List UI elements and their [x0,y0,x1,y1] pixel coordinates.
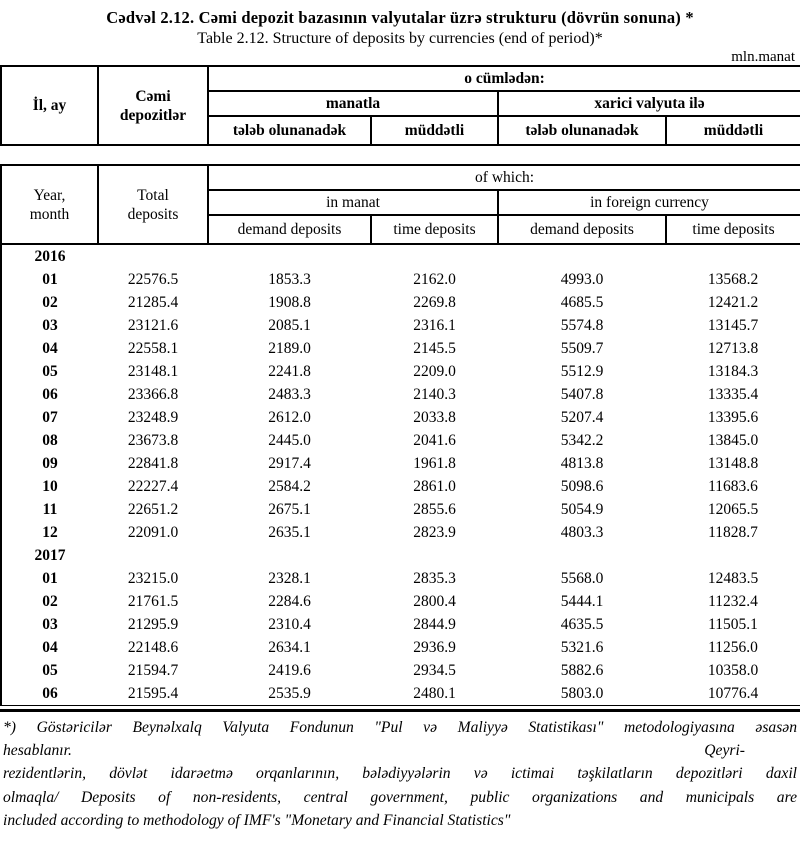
foreign-time-cell: 13845.0 [707,431,759,449]
table-row [1,636,800,659]
foreign-demand-cell: 5407.8 [560,385,604,403]
header-of-which-en: of which: [208,165,800,190]
period-cell: 2016 [34,247,66,265]
foreign-demand-cell: 5568.0 [560,569,604,587]
header-table-en [0,164,800,245]
manat-time-cell: 2145.5 [413,339,456,357]
table-row [1,475,800,498]
foreign-time-cell: 12065.5 [707,500,759,518]
total-deposits-cell [98,245,208,268]
manat-demand-cell: 2917.4 [268,454,311,472]
table-row [1,452,800,475]
foreign-demand-cell: 5098.6 [560,477,604,495]
table-row [1,544,800,567]
foreign-time-cell: 11505.1 [708,615,758,633]
total-deposits-cell: 22558.1 [127,339,179,357]
header-foreign-demand-az: tələb olunanadək [498,116,666,145]
total-deposits-cell: 22148.6 [127,638,179,656]
manat-demand-cell [208,544,371,567]
manat-demand-cell: 2535.9 [268,684,311,702]
header-manat-demand-en: demand deposits [208,215,371,244]
total-deposits-cell: 23148.1 [127,362,179,380]
total-deposits-cell: 21594.7 [127,661,179,679]
period-cell: 03 [42,316,58,334]
header-total-az-text: Cəmi depozitlər [119,87,187,124]
manat-time-cell: 2480.1 [413,684,456,702]
foreign-time-cell: 13335.4 [707,385,759,403]
table-row [1,590,800,613]
footnote-line-1: *) Göstəricilər Beynəlxalq Valyuta Fondunun "Pul və Maliyyə Statistikası" metodologiyasına əsasən [3,719,797,736]
footnote-line-5: included according to methodology of IMF's "Monetary and Financial Statistics" [3,811,511,829]
manat-time-cell: 2936.9 [413,638,456,656]
manat-demand-cell: 2634.1 [268,638,311,656]
manat-time-cell: 2162.0 [413,270,456,288]
period-cell: 11 [42,500,58,518]
total-deposits-cell: 23121.6 [127,316,179,334]
manat-demand-cell: 2445.0 [268,431,311,449]
foreign-time-cell: 13395.6 [707,408,759,426]
manat-time-cell: 2041.6 [413,431,456,449]
table-row [1,291,800,314]
period-cell: 10 [42,477,58,495]
manat-demand-cell: 1853.3 [268,270,311,288]
header-period-en-text: Year, month [29,186,70,223]
table-row [1,682,800,706]
deposits-data-table [0,245,800,706]
table-title-az: Cədvəl 2.12. Cəmi depozit bazasının valyutalar üzrə strukturu (dövrün sonuna) * [106,8,694,27]
manat-time-cell: 2209.0 [413,362,456,380]
total-deposits-cell: 22227.4 [127,477,179,495]
manat-demand-cell: 2189.0 [268,339,311,357]
period-cell: 05 [42,661,58,679]
period-cell: 02 [42,293,58,311]
total-deposits-cell: 22576.5 [127,270,179,288]
period-cell: 04 [42,339,58,357]
manat-demand-cell: 2419.6 [268,661,311,679]
manat-time-cell: 2269.8 [413,293,456,311]
foreign-demand-cell: 4803.3 [560,523,604,541]
foreign-demand-cell [498,544,666,567]
footnote-line-2 [3,739,797,762]
header-manat-demand-az: tələb olunanadək [208,116,371,145]
period-cell: 04 [42,638,58,656]
header-foreign-time-en: time deposits [666,215,800,244]
header-total-az [98,66,208,145]
table-row [1,429,800,452]
total-deposits-cell: 21285.4 [127,293,179,311]
total-deposits-cell: 23366.8 [127,385,179,403]
manat-demand-cell: 2328.1 [268,569,311,587]
manat-demand-cell: 2675.1 [268,500,311,518]
foreign-demand-cell: 5054.9 [560,500,604,518]
manat-time-cell [371,544,498,567]
total-deposits-cell: 22091.0 [127,523,179,541]
total-deposits-cell: 21295.9 [127,615,179,633]
foreign-demand-cell: 5509.7 [560,339,604,357]
table-row [1,245,800,268]
table-row [1,659,800,682]
header-in-manat-en: in manat [208,190,498,215]
period-cell: 05 [42,362,58,380]
manat-time-cell: 2800.4 [413,592,456,610]
foreign-time-cell: 13148.8 [707,454,759,472]
header-period-az: İl, ay [1,66,98,145]
header-in-foreign-en: in foreign currency [498,190,800,215]
period-cell: 07 [42,408,58,426]
footnote [0,712,800,832]
period-cell: 12 [42,523,58,541]
manat-demand-cell: 2635.1 [268,523,311,541]
total-deposits-cell: 22841.8 [127,454,179,472]
manat-demand-cell: 2483.3 [268,385,311,403]
foreign-demand-cell: 4813.8 [560,454,604,472]
table-row [1,314,800,337]
manat-time-cell: 2316.1 [413,316,456,334]
foreign-demand-cell: 5882.6 [560,661,604,679]
manat-time-cell: 2861.0 [413,477,456,495]
table-row [1,337,800,360]
period-cell: 08 [42,431,58,449]
manat-time-cell: 1961.8 [413,454,456,472]
foreign-demand-cell: 5803.0 [560,684,604,702]
header-manat-time-en: time deposits [371,215,498,244]
foreign-time-cell: 11256.0 [708,638,758,656]
foreign-demand-cell: 4685.5 [560,293,604,311]
period-cell: 06 [42,684,58,702]
foreign-time-cell [666,544,800,567]
foreign-demand-cell [498,245,666,268]
total-deposits-cell: 21761.5 [127,592,179,610]
period-cell: 01 [42,270,58,288]
document-page [0,7,800,832]
manat-time-cell: 2140.3 [413,385,456,403]
header-in-foreign-az: xarici valyuta ilə [498,91,800,116]
period-cell: 02 [42,592,58,610]
foreign-time-cell [666,245,800,268]
header-foreign-demand-en: demand deposits [498,215,666,244]
manat-demand-cell: 1908.8 [268,293,311,311]
total-deposits-cell: 23215.0 [127,569,179,587]
manat-time-cell: 2855.6 [413,500,456,518]
foreign-time-cell: 10776.4 [707,684,759,702]
period-cell: 06 [42,385,58,403]
manat-time-cell: 2934.5 [413,661,456,679]
header-of-which-az: o cümlədən: [208,66,800,91]
period-cell: 09 [42,454,58,472]
header-in-manat-az: manatla [208,91,498,116]
manat-demand-cell: 2284.6 [268,592,311,610]
total-deposits-cell: 23673.8 [127,431,179,449]
manat-time-cell: 2844.9 [413,615,456,633]
manat-time-cell: 2835.3 [413,569,456,587]
foreign-time-cell: 12421.2 [707,293,759,311]
header-foreign-time-az: müddətli [666,116,800,145]
foreign-time-cell: 12713.8 [707,339,759,357]
table-row [1,406,800,429]
footnote-line-2-right: Qeyri- [704,742,745,760]
manat-demand-cell: 2612.0 [268,408,311,426]
header-manat-time-az: müddətli [371,116,498,145]
manat-time-cell: 2823.9 [413,523,456,541]
total-deposits-cell: 21595.4 [127,684,179,702]
foreign-time-cell: 11232.4 [708,592,758,610]
foreign-demand-cell: 5444.1 [560,592,604,610]
table-row [1,613,800,636]
unit-label: mln.manat [731,49,795,65]
foreign-demand-cell: 4993.0 [560,270,604,288]
table-row [1,521,800,544]
total-deposits-cell [98,544,208,567]
data-rows [1,245,800,706]
header-separator-band [0,146,800,164]
table-row [1,383,800,406]
foreign-demand-cell: 4635.5 [560,615,604,633]
footnote-line-2-left: hesablanır. [3,742,72,760]
table-title-en: Table 2.12. Structure of deposits by currencies (end of period)* [197,30,603,47]
table-row [1,360,800,383]
header-total-en-text: Total deposits [127,186,179,223]
foreign-demand-cell: 5512.9 [560,362,604,380]
period-cell: 2017 [34,546,66,564]
header-period-en [1,165,98,244]
foreign-demand-cell: 5342.2 [560,431,604,449]
period-cell: 01 [42,569,58,587]
header-table-az [0,65,800,146]
manat-time-cell [371,245,498,268]
foreign-time-cell: 12483.5 [707,569,759,587]
foreign-time-cell: 13568.2 [707,270,759,288]
total-deposits-cell: 23248.9 [127,408,179,426]
footnote-line-4: olmaqla/ Deposits of non-residents, central government, public organizations and municipals are [3,788,797,806]
foreign-time-cell: 13145.7 [707,316,759,334]
foreign-time-cell: 13184.3 [707,362,759,380]
manat-demand-cell: 2241.8 [268,362,311,380]
manat-demand-cell: 2584.2 [268,477,311,495]
table-row [1,567,800,590]
manat-time-cell: 2033.8 [413,408,456,426]
manat-demand-cell [208,245,371,268]
header-total-en [98,165,208,244]
manat-demand-cell: 2085.1 [268,316,311,334]
foreign-time-cell: 11683.6 [708,477,758,495]
period-cell: 03 [42,615,58,633]
table-row [1,498,800,521]
foreign-time-cell: 11828.7 [708,523,758,541]
total-deposits-cell: 22651.2 [127,500,179,518]
foreign-demand-cell: 5207.4 [560,408,604,426]
foreign-demand-cell: 5574.8 [560,316,604,334]
footnote-line-3: rezidentlərin, dövlət idarəetmə orqanlarının, bələdiyyələrin və ictimai təşkilatların depozitləri daxil [3,765,797,783]
table-row [1,268,800,291]
foreign-demand-cell: 5321.6 [560,638,604,656]
manat-demand-cell: 2310.4 [268,615,311,633]
foreign-time-cell: 10358.0 [707,661,759,679]
